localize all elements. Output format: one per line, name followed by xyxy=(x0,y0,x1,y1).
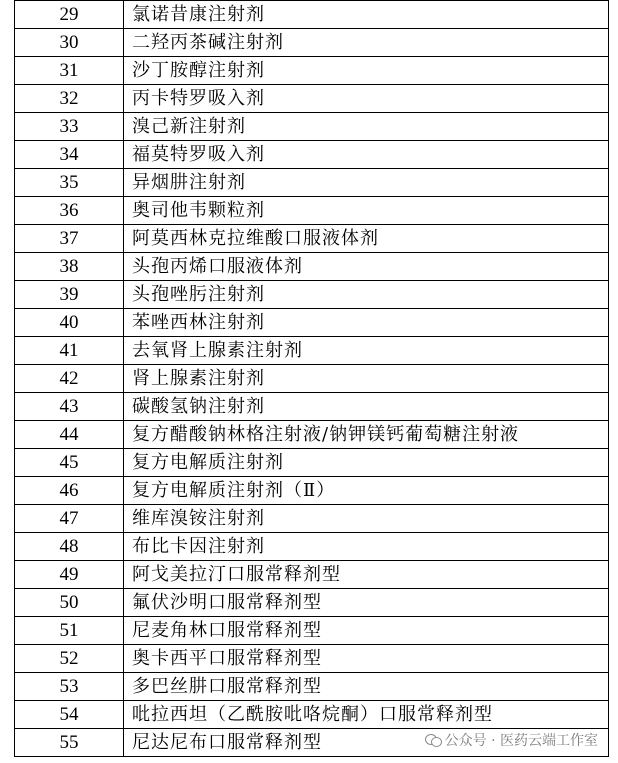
table-row xyxy=(15,225,609,253)
row-number: 32 xyxy=(15,85,124,113)
drug-name: 布比卡因注射剂 xyxy=(124,533,609,561)
row-number: 42 xyxy=(15,365,124,393)
table-row xyxy=(15,113,609,141)
table-row xyxy=(15,29,609,57)
drug-name: 苯唑西林注射剂 xyxy=(124,309,609,337)
table-row xyxy=(15,589,609,617)
row-number: 54 xyxy=(15,701,124,729)
row-number: 37 xyxy=(15,225,124,253)
row-number: 52 xyxy=(15,645,124,673)
table-row xyxy=(15,141,609,169)
row-number: 47 xyxy=(15,505,124,533)
row-number: 46 xyxy=(15,477,124,505)
table-row xyxy=(15,169,609,197)
row-number: 31 xyxy=(15,57,124,85)
table-row xyxy=(15,505,609,533)
table-row xyxy=(15,701,609,729)
drug-name: 阿戈美拉汀口服常释剂型 xyxy=(124,561,609,589)
watermark-text: 公众号 · 医药云端工作室 xyxy=(444,733,598,749)
table-row xyxy=(15,85,609,113)
drug-name: 异烟肼注射剂 xyxy=(124,169,609,197)
table-row xyxy=(15,673,609,701)
drug-name: 复方电解质注射剂 xyxy=(124,449,609,477)
drug-name: 尼达尼布口服常释剂型 xyxy=(124,729,609,757)
row-number: 49 xyxy=(15,561,124,589)
table-row xyxy=(15,421,609,449)
table-row xyxy=(15,57,609,85)
drug-name: 二羟丙茶碱注射剂 xyxy=(124,29,609,57)
drug-name: 吡拉西坦（乙酰胺吡咯烷酮）口服常释剂型 xyxy=(124,701,609,729)
drug-name: 丙卡特罗吸入剂 xyxy=(124,85,609,113)
row-number: 55 xyxy=(15,729,124,757)
row-number: 33 xyxy=(15,113,124,141)
drug-list-body xyxy=(15,1,609,757)
row-number: 40 xyxy=(15,309,124,337)
table-row xyxy=(15,393,609,421)
table-row xyxy=(15,337,609,365)
row-number: 29 xyxy=(15,1,124,29)
table-row xyxy=(15,449,609,477)
table-row xyxy=(15,281,609,309)
row-number: 30 xyxy=(15,29,124,57)
wechat-icon xyxy=(425,733,441,747)
row-number: 51 xyxy=(15,617,124,645)
table-row xyxy=(15,477,609,505)
drug-name: 维库溴铵注射剂 xyxy=(124,505,609,533)
table-row xyxy=(15,309,609,337)
drug-name: 沙丁胺醇注射剂 xyxy=(124,57,609,85)
row-number: 38 xyxy=(15,253,124,281)
table-row xyxy=(15,617,609,645)
drug-name: 复方电解质注射剂（Ⅱ） xyxy=(124,477,609,505)
drug-name: 去氧肾上腺素注射剂 xyxy=(124,337,609,365)
row-number: 50 xyxy=(15,589,124,617)
row-number: 41 xyxy=(15,337,124,365)
watermark xyxy=(423,729,600,751)
drug-name: 复方醋酸钠林格注射液/钠钾镁钙葡萄糖注射液 xyxy=(124,421,609,449)
drug-name: 福莫特罗吸入剂 xyxy=(124,141,609,169)
drug-name: 多巴丝肼口服常释剂型 xyxy=(124,673,609,701)
row-number: 36 xyxy=(15,197,124,225)
row-number: 34 xyxy=(15,141,124,169)
drug-name: 肾上腺素注射剂 xyxy=(124,365,609,393)
row-number: 35 xyxy=(15,169,124,197)
row-number: 39 xyxy=(15,281,124,309)
drug-name: 氯诺昔康注射剂 xyxy=(124,1,609,29)
row-number: 48 xyxy=(15,533,124,561)
drug-name: 阿莫西林克拉维酸口服液体剂 xyxy=(124,225,609,253)
drug-name: 氟伏沙明口服常释剂型 xyxy=(124,589,609,617)
drug-name: 尼麦角林口服常释剂型 xyxy=(124,617,609,645)
table-row xyxy=(15,197,609,225)
table-row xyxy=(15,1,609,29)
drug-name: 奥卡西平口服常释剂型 xyxy=(124,645,609,673)
row-number: 43 xyxy=(15,393,124,421)
drug-name: 头孢丙烯口服液体剂 xyxy=(124,253,609,281)
row-number: 44 xyxy=(15,421,124,449)
drug-name: 头孢唑肟注射剂 xyxy=(124,281,609,309)
table-row xyxy=(15,645,609,673)
table-row xyxy=(15,253,609,281)
drug-list-table xyxy=(14,0,609,757)
drug-name: 奥司他韦颗粒剂 xyxy=(124,197,609,225)
table-row xyxy=(15,561,609,589)
row-number: 53 xyxy=(15,673,124,701)
drug-name: 碳酸氢钠注射剂 xyxy=(124,393,609,421)
table-row xyxy=(15,533,609,561)
drug-name: 溴己新注射剂 xyxy=(124,113,609,141)
row-number: 45 xyxy=(15,449,124,477)
table-row xyxy=(15,365,609,393)
